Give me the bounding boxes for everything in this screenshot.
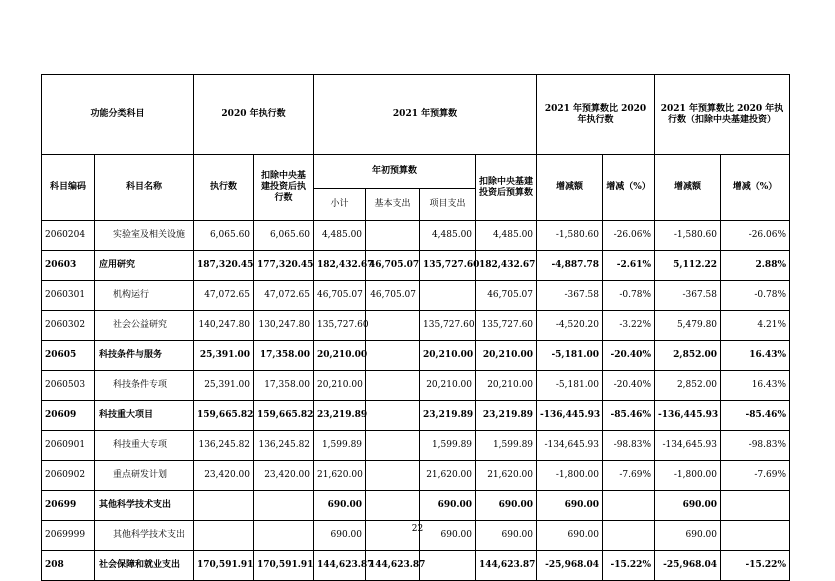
- change-a-cell: -4,887.78: [537, 251, 603, 281]
- name-cell: 科技重大项目: [95, 401, 194, 431]
- project-cell: 690.00: [420, 521, 476, 551]
- change-b-cell: 2,852.00: [655, 371, 721, 401]
- header-code: 科目编码: [42, 155, 95, 221]
- change-a-cell: -367.58: [537, 281, 603, 311]
- pct-a-cell: [603, 491, 655, 521]
- pct-b-cell: -0.78%: [721, 281, 790, 311]
- exec-cell: 140,247.80: [194, 311, 254, 341]
- change-b-cell: 690.00: [655, 491, 721, 521]
- name-cell: 其他科学技术支出: [95, 521, 194, 551]
- budget-table: [41, 74, 790, 581]
- exec-cell: 136,245.82: [194, 431, 254, 461]
- change-b-cell: -367.58: [655, 281, 721, 311]
- header-project: 项目支出: [420, 189, 476, 221]
- budget-excl-cell: 144,623.87: [476, 551, 537, 581]
- code-cell: 20603: [42, 251, 95, 281]
- table-row: [42, 221, 790, 251]
- exec-excl-cell: 17,358.00: [254, 371, 314, 401]
- exec-excl-cell: 159,665.82: [254, 401, 314, 431]
- header-pct-a: 增减（%）: [603, 155, 655, 221]
- project-cell: 23,219.89: [420, 401, 476, 431]
- table-row: [42, 311, 790, 341]
- basic-cell: [366, 401, 420, 431]
- header-row-1: [42, 75, 790, 155]
- basic-cell: [366, 431, 420, 461]
- code-cell: 20699: [42, 491, 95, 521]
- pct-b-cell: -7.69%: [721, 461, 790, 491]
- exec-cell: 25,391.00: [194, 341, 254, 371]
- subtotal-cell: 20,210.00: [314, 371, 366, 401]
- subtotal-cell: 135,727.60: [314, 311, 366, 341]
- change-b-cell: 690.00: [655, 521, 721, 551]
- budget-excl-cell: 1,599.89: [476, 431, 537, 461]
- exec-cell: 23,420.00: [194, 461, 254, 491]
- change-b-cell: -136,445.93: [655, 401, 721, 431]
- pct-a-cell: -15.22%: [603, 551, 655, 581]
- project-cell: [420, 281, 476, 311]
- header-pct-b: 增减（%）: [721, 155, 790, 221]
- change-b-cell: -134,645.93: [655, 431, 721, 461]
- exec-excl-cell: 17,358.00: [254, 341, 314, 371]
- exec-cell: 159,665.82: [194, 401, 254, 431]
- change-a-cell: -5,181.00: [537, 371, 603, 401]
- exec-cell: 6,065.60: [194, 221, 254, 251]
- pct-b-cell: -98.83%: [721, 431, 790, 461]
- subtotal-cell: 4,485.00: [314, 221, 366, 251]
- subtotal-cell: 21,620.00: [314, 461, 366, 491]
- pct-b-cell: 16.43%: [721, 341, 790, 371]
- pct-b-cell: 16.43%: [721, 371, 790, 401]
- change-a-cell: -134,645.93: [537, 431, 603, 461]
- basic-cell: [366, 371, 420, 401]
- change-a-cell: -5,181.00: [537, 341, 603, 371]
- code-cell: 2060902: [42, 461, 95, 491]
- basic-cell: 46,705.07: [366, 281, 420, 311]
- code-cell: 2060503: [42, 371, 95, 401]
- name-cell: 应用研究: [95, 251, 194, 281]
- exec-excl-cell: 177,320.45: [254, 251, 314, 281]
- exec-excl-cell: 136,245.82: [254, 431, 314, 461]
- pct-a-cell: -2.61%: [603, 251, 655, 281]
- exec-excl-cell: 47,072.65: [254, 281, 314, 311]
- budget-excl-cell: 690.00: [476, 491, 537, 521]
- pct-b-cell: -15.22%: [721, 551, 790, 581]
- budget-excl-cell: 690.00: [476, 521, 537, 551]
- budget-excl-cell: 21,620.00: [476, 461, 537, 491]
- exec-cell: 170,591.91: [194, 551, 254, 581]
- name-cell: 科技条件与服务: [95, 341, 194, 371]
- budget-excl-cell: 4,485.00: [476, 221, 537, 251]
- change-b-cell: -25,968.04: [655, 551, 721, 581]
- code-cell: 20605: [42, 341, 95, 371]
- change-b-cell: 5,479.80: [655, 311, 721, 341]
- pct-a-cell: -98.83%: [603, 431, 655, 461]
- change-b-cell: -1,580.60: [655, 221, 721, 251]
- pct-a-cell: -20.40%: [603, 371, 655, 401]
- table-row: [42, 431, 790, 461]
- code-cell: 2069999: [42, 521, 95, 551]
- header-subtotal: 小计: [314, 189, 366, 221]
- project-cell: 21,620.00: [420, 461, 476, 491]
- project-cell: 1,599.89: [420, 431, 476, 461]
- project-cell: 690.00: [420, 491, 476, 521]
- change-a-cell: -1,580.60: [537, 221, 603, 251]
- code-cell: 20609: [42, 401, 95, 431]
- code-cell: 2060302: [42, 311, 95, 341]
- change-a-cell: -25,968.04: [537, 551, 603, 581]
- subtotal-cell: 144,623.87: [314, 551, 366, 581]
- exec-cell: 25,391.00: [194, 371, 254, 401]
- name-cell: 科技条件专项: [95, 371, 194, 401]
- table-row: [42, 251, 790, 281]
- exec-cell: [194, 491, 254, 521]
- pct-b-cell: -85.46%: [721, 401, 790, 431]
- basic-cell: 144,623.87: [366, 551, 420, 581]
- table-row: [42, 281, 790, 311]
- basic-cell: [366, 491, 420, 521]
- budget-excl-cell: 20,210.00: [476, 371, 537, 401]
- table-row: [42, 371, 790, 401]
- pct-a-cell: -3.22%: [603, 311, 655, 341]
- exec-cell: 47,072.65: [194, 281, 254, 311]
- header-ratio-a: 2021 年预算数比 2020 年执行数: [537, 75, 655, 155]
- page-number: 22: [411, 524, 424, 534]
- change-b-cell: 5,112.22: [655, 251, 721, 281]
- project-cell: 135,727.60: [420, 251, 476, 281]
- change-a-cell: 690.00: [537, 521, 603, 551]
- exec-excl-cell: 6,065.60: [254, 221, 314, 251]
- name-cell: 其他科学技术支出: [95, 491, 194, 521]
- pct-b-cell: 4.21%: [721, 311, 790, 341]
- code-cell: 208: [42, 551, 95, 581]
- header-exec: 执行数: [194, 155, 254, 221]
- exec-excl-cell: [254, 491, 314, 521]
- basic-cell: 46,705.07: [366, 251, 420, 281]
- pct-b-cell: 2.88%: [721, 251, 790, 281]
- pct-a-cell: -85.46%: [603, 401, 655, 431]
- subtotal-cell: 46,705.07: [314, 281, 366, 311]
- header-2020-exec: 2020 年执行数: [194, 75, 314, 155]
- subtotal-cell: 182,432.67: [314, 251, 366, 281]
- subtotal-cell: 20,210.00: [314, 341, 366, 371]
- budget-excl-cell: 20,210.00: [476, 341, 537, 371]
- subtotal-cell: 1,599.89: [314, 431, 366, 461]
- pct-b-cell: [721, 491, 790, 521]
- project-cell: 20,210.00: [420, 371, 476, 401]
- header-exec-excl: 扣除中央基建投资后执行数: [254, 155, 314, 221]
- header-ratio-b: 2021 年预算数比 2020 年执行数（扣除中央基建投资）: [655, 75, 790, 155]
- exec-excl-cell: 130,247.80: [254, 311, 314, 341]
- header-initial-budget: 年初预算数: [314, 155, 476, 189]
- name-cell: 机构运行: [95, 281, 194, 311]
- change-b-cell: 2,852.00: [655, 341, 721, 371]
- code-cell: 2060901: [42, 431, 95, 461]
- change-a-cell: -136,445.93: [537, 401, 603, 431]
- name-cell: 实验室及相关设施: [95, 221, 194, 251]
- code-cell: 2060204: [42, 221, 95, 251]
- exec-excl-cell: 23,420.00: [254, 461, 314, 491]
- header-2021-budget: 2021 年预算数: [314, 75, 537, 155]
- project-cell: 4,485.00: [420, 221, 476, 251]
- budget-excl-cell: 182,432.67: [476, 251, 537, 281]
- basic-cell: [366, 341, 420, 371]
- header-name: 科目名称: [95, 155, 194, 221]
- project-cell: 135,727.60: [420, 311, 476, 341]
- change-a-cell: -4,520.20: [537, 311, 603, 341]
- table-row: [42, 341, 790, 371]
- table-row: [42, 551, 790, 581]
- table-row: [42, 491, 790, 521]
- budget-excl-cell: 46,705.07: [476, 281, 537, 311]
- subtotal-cell: 690.00: [314, 491, 366, 521]
- pct-a-cell: -7.69%: [603, 461, 655, 491]
- change-a-cell: -1,800.00: [537, 461, 603, 491]
- basic-cell: [366, 221, 420, 251]
- header-basic: 基本支出: [366, 189, 420, 221]
- budget-excl-cell: 23,219.89: [476, 401, 537, 431]
- pct-a-cell: -0.78%: [603, 281, 655, 311]
- change-b-cell: -1,800.00: [655, 461, 721, 491]
- exec-excl-cell: 170,591.91: [254, 551, 314, 581]
- code-cell: 2060301: [42, 281, 95, 311]
- change-a-cell: 690.00: [537, 491, 603, 521]
- header-change-b: 增减额: [655, 155, 721, 221]
- project-cell: [420, 551, 476, 581]
- header-func-category: 功能分类科目: [42, 75, 194, 155]
- subtotal-cell: 23,219.89: [314, 401, 366, 431]
- name-cell: 重点研发计划: [95, 461, 194, 491]
- pct-b-cell: -26.06%: [721, 221, 790, 251]
- basic-cell: [366, 461, 420, 491]
- name-cell: 社会保障和就业支出: [95, 551, 194, 581]
- name-cell: 科技重大专项: [95, 431, 194, 461]
- name-cell: 社会公益研究: [95, 311, 194, 341]
- header-budget-excl: 扣除中央基建投资后预算数: [476, 155, 537, 221]
- subtotal-cell: 690.00: [314, 521, 366, 551]
- header-row-2: [42, 155, 790, 189]
- table-row: [42, 401, 790, 431]
- basic-cell: [366, 311, 420, 341]
- table-row: [42, 461, 790, 491]
- header-change-a: 增减额: [537, 155, 603, 221]
- exec-cell: 187,320.45: [194, 251, 254, 281]
- budget-excl-cell: 135,727.60: [476, 311, 537, 341]
- project-cell: 20,210.00: [420, 341, 476, 371]
- pct-a-cell: -20.40%: [603, 341, 655, 371]
- pct-a-cell: -26.06%: [603, 221, 655, 251]
